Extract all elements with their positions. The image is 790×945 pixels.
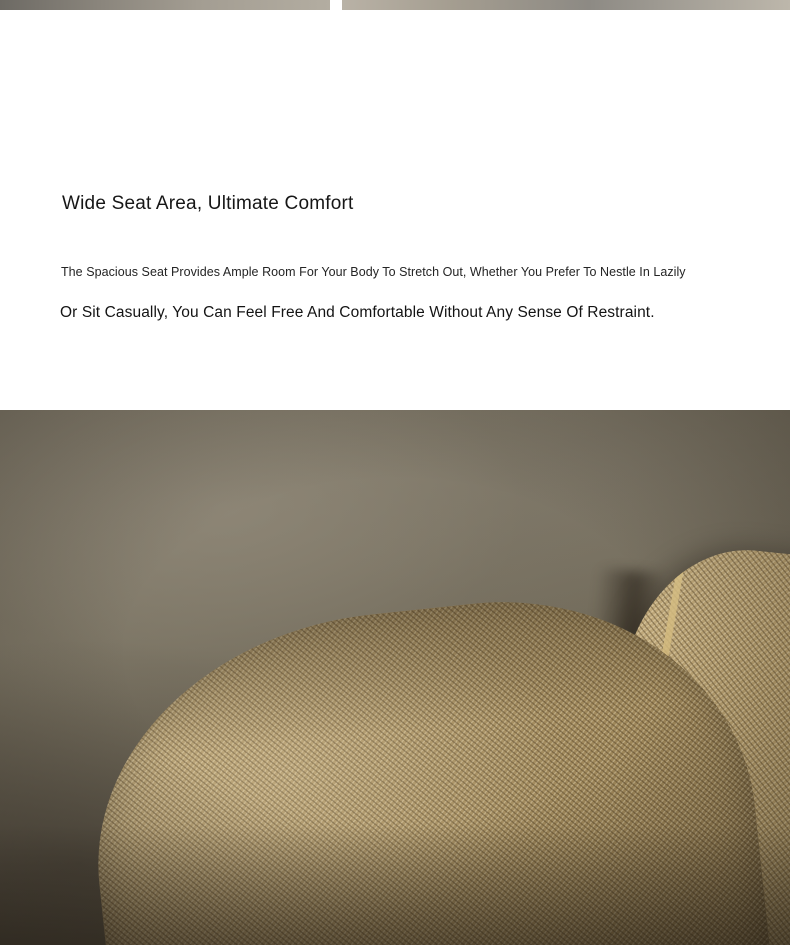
- hero-vignette: [0, 410, 790, 945]
- section-description-line-2: Or Sit Casually, You Can Feel Free And Comfortable Without Any Sense Of Restraint.: [60, 304, 655, 321]
- top-image-gap: [330, 0, 342, 10]
- section-headline: Wide Seat Area, Ultimate Comfort: [62, 193, 354, 214]
- top-image-left: [0, 0, 330, 10]
- marketing-text-block: [0, 10, 790, 410]
- section-description-line-1: The Spacious Seat Provides Ample Room For Your Body To Stretch Out, Whether You Prefer To Nestle In Lazily: [61, 265, 686, 279]
- top-image-strip: [0, 0, 790, 10]
- top-image-right: [342, 0, 790, 10]
- hero-product-image: [0, 410, 790, 945]
